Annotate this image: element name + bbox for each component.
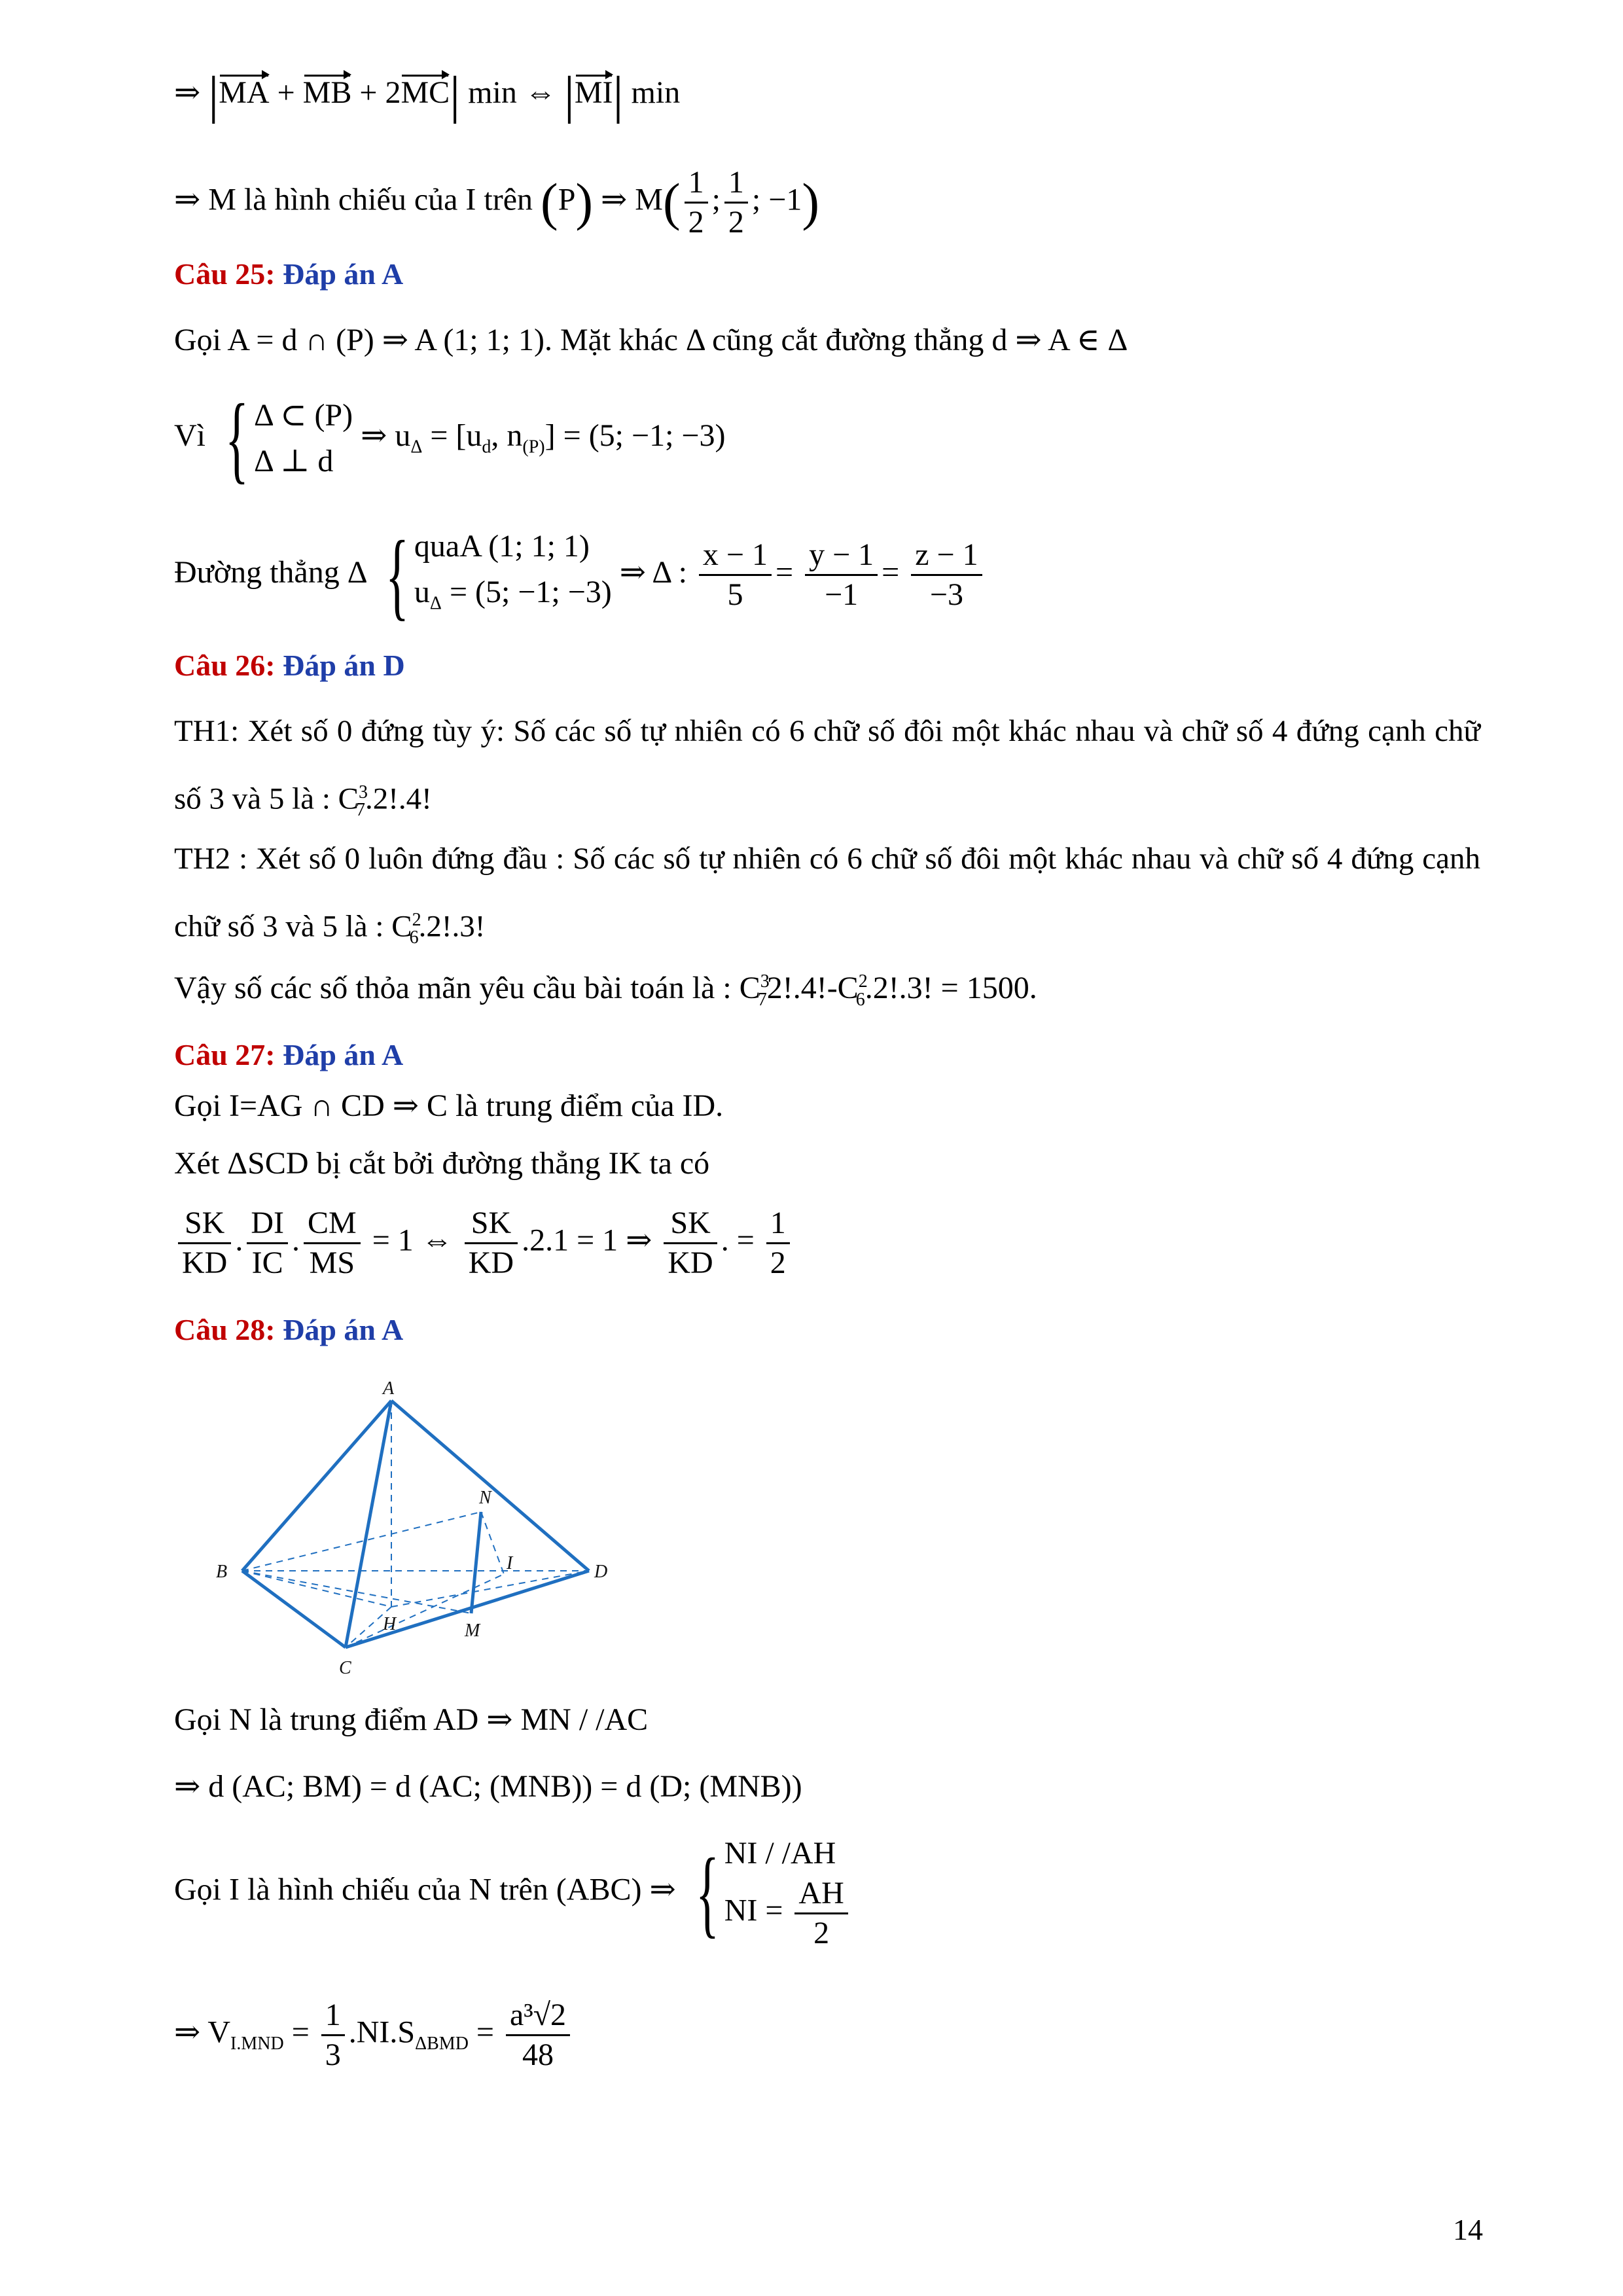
label-C: C	[339, 1658, 351, 1678]
q25-heading: Câu 25: Đáp án A	[174, 257, 404, 291]
q27-heading: Câu 27: Đáp án A	[174, 1038, 404, 1071]
q28-line2: ⇒ d (AC; BM) = d (AC; (MNB)) = d (D; (MNB))	[174, 1769, 802, 1804]
q25-line3: Đường thẳng Δ { quaA (1; 1; 1) $u_\Delta = (5$; −1; −3) ⇒ Δ : $\frac{x - 1}{5}$ = $\frac{y - 1}{-1}$ = $\frac{z - 1}{-3}$	[174, 524, 986, 627]
label-M: M	[465, 1621, 480, 1641]
q26-conclusion: Vậy số các số thỏa mãn yêu cầu bài toán là : $C^3_72!.4!-C^2_6.2!.3$! = 1500.	[174, 971, 1037, 1010]
page-number: 14	[1453, 2213, 1483, 2246]
label-A: A	[383, 1378, 395, 1399]
label-I: I	[507, 1553, 513, 1573]
q26-heading: Câu 26: Đáp án D	[174, 649, 405, 682]
q27-menelaus: $\frac{SK}{KD}$ . $\frac{DI}{IC}$ . $\frac{CM}{MS}$ = 1 ⇔ $\frac{SK}{KD}$ .2.1 = 1 ⇒ $\frac{SK}{KD}$ . = $\frac{1}{2}$	[174, 1204, 794, 1282]
q27-line1: Gọi I=AG ∩ CD ⇒ C là trung điểm của ID.	[174, 1088, 724, 1123]
label-H: H	[383, 1614, 397, 1634]
q25-line2: Vì { Δ ⊂ (P) Δ ⊥ d ⇒ $u_\Delta = [u_d$, $n_{(P)}] = (5$; −1; −3)	[174, 384, 726, 493]
edge-AD	[391, 1401, 589, 1571]
q26-th1: TH1: Xét số 0 đứng tùy ý: Số các số tự nhiên có 6 chữ số đôi một khác nhau và chữ số 4 đứng cạnh chữ số 3 và 5 là : $C^3_7.2!.4$!	[174, 714, 1480, 821]
q25-line1: Gọi A = d ∩ (P) ⇒ A (1; 1; 1). Mặt khác Δ cũng cắt đường thẳng d ⇒ A ∈ Δ	[174, 323, 1128, 357]
label-N: N	[479, 1488, 491, 1508]
q28-line1: Gọi N là trung điểm AD ⇒ MN / /AC	[174, 1702, 649, 1737]
edge-CI	[346, 1574, 504, 1647]
edge-BC	[242, 1571, 346, 1647]
q27-line2: Xét ΔSCD bị cắt bởi đường thẳng IK ta có	[174, 1146, 710, 1181]
label-D: D	[594, 1562, 608, 1582]
q26-th2: TH2 : Xét số 0 luôn đứng đầu : Số các số tự nhiên có 6 chữ số đôi một khác nhau và chữ số 4 đứng cạnh chữ số 3 và 5 là : $C^2_6.2!.3$!	[174, 842, 1480, 948]
q28-line3: Gọi I là hình chiếu của N trên (ABC) ⇒ { NI / /AH NI = $\frac{AH}{2}$	[174, 1833, 852, 1952]
q28-heading: Câu 28: Đáp án A	[174, 1313, 404, 1346]
edge-AB	[242, 1401, 391, 1571]
line-min-condition: ⇒ |MA + MB + 2MC| min ⇔ |MI| min	[174, 66, 681, 124]
q28-volume: ⇒ $V_{I.MND}$ = $\frac{1}{3}$ $.NI.S_{\Delta BMD}$ = $\frac{\text{a³√2}}{48}$	[174, 1996, 574, 2074]
edge-AC	[346, 1401, 391, 1647]
tetrahedron-figure	[196, 1365, 641, 1685]
edge-MN	[471, 1512, 481, 1613]
line-NI	[481, 1512, 504, 1574]
label-B: B	[216, 1562, 228, 1582]
line-projection: ⇒ M là hình chiếu của I trên (P) ⇒ M( $\frac{1}{2}$ ; $\frac{1}{2}$ ; −1)	[174, 165, 819, 240]
